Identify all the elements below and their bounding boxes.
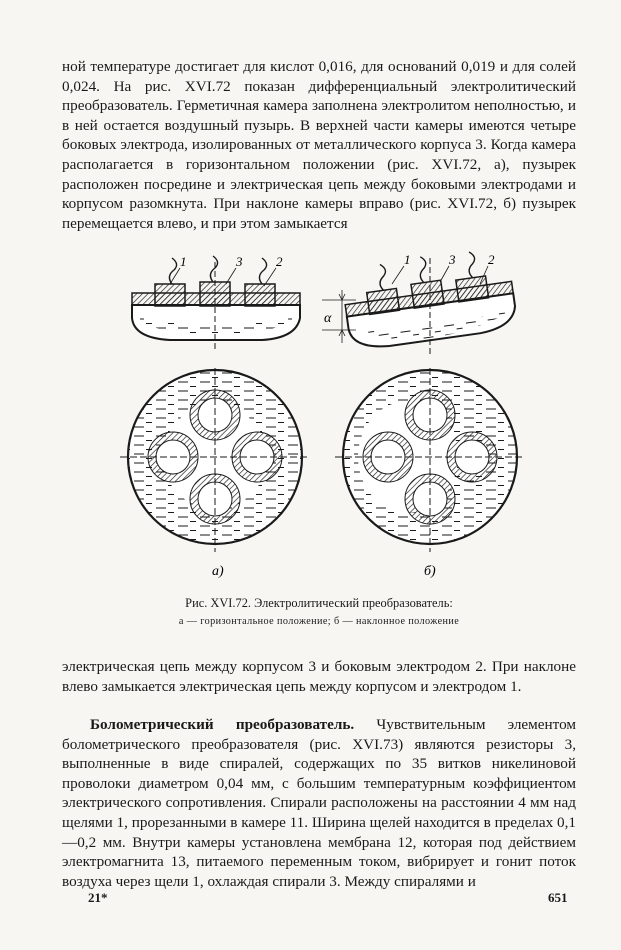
label-a-2: 2 <box>276 254 283 269</box>
label-a-1: 1 <box>180 254 187 269</box>
top-view-b <box>335 368 525 552</box>
paragraph-after-figure: электрическая цепь между корпусом 3 и боковым электродом 2. При наклоне влево замыкается электрическая цепь между корпусом и электродом 1. <box>62 658 576 695</box>
label-b-3: 3 <box>449 252 456 267</box>
label-a: а) <box>212 564 224 579</box>
paragraph-intro: ной температуре достигает для кислот 0,016, для оснований 0,019 и для солей 0,024. На рис. XVI.72 показан дифференциальный электролитический преобразователь. Герметичная камера заполнена электролитом неполностью, и в ней остается воздушный пузырь. В верхней части камеры имеются четыре боковых электрода, изолированных от металлического корпуса 3. Когда камера располагается в горизонтальном положении (рис. XVI.72, а), пузырек расположен посредине и электрическая цепь между боковыми электродами и корпусом разомкнута. При наклоне камеры вправо (рис. XVI.72, б) пузырек перемещается влево, и при этом замыкается <box>62 58 576 232</box>
label-b-2: 2 <box>488 252 495 267</box>
figure-caption-sub: а — горизонтальное положение; б — наклонное положение <box>178 616 460 627</box>
figure-caption: Рис. XVI.72. Электролитический преобразователь: <box>185 596 453 610</box>
page-number: 651 <box>548 890 568 905</box>
label-alpha: α <box>324 311 332 326</box>
footer-signature: 21* <box>88 890 108 905</box>
label-b: б) <box>424 564 436 579</box>
top-view-a <box>120 368 310 552</box>
label-a-3: 3 <box>236 254 243 269</box>
bolometric-body: Чувствительным элементом болометрического преобразователя (рис. XVI.73) являются резисторы 3, выполненные в виде спиралей, содержащих по 35 витков никелиновой проволоки диаметром 0,04 мм, с большим температурным коэффициентом электрического сопротивления. Спирали расположены на расстоянии 4 мм над щелями 1, прорезанными в камере 11. Ширина щелей находится в пределах 0,1—0,2 мм. Внутри камеры установлена мембрана 12, которая под действием электромагнита 13, питаемого переменным током, вибрирует и гонит поток воздуха через щели 1, охлаждая спирали 3. Между спиралями и <box>62 716 577 890</box>
label-b-1: 1 <box>404 252 411 267</box>
bolometric-title: Болометрический преобразователь. <box>90 716 355 733</box>
paragraph-bolometric <box>62 715 576 891</box>
